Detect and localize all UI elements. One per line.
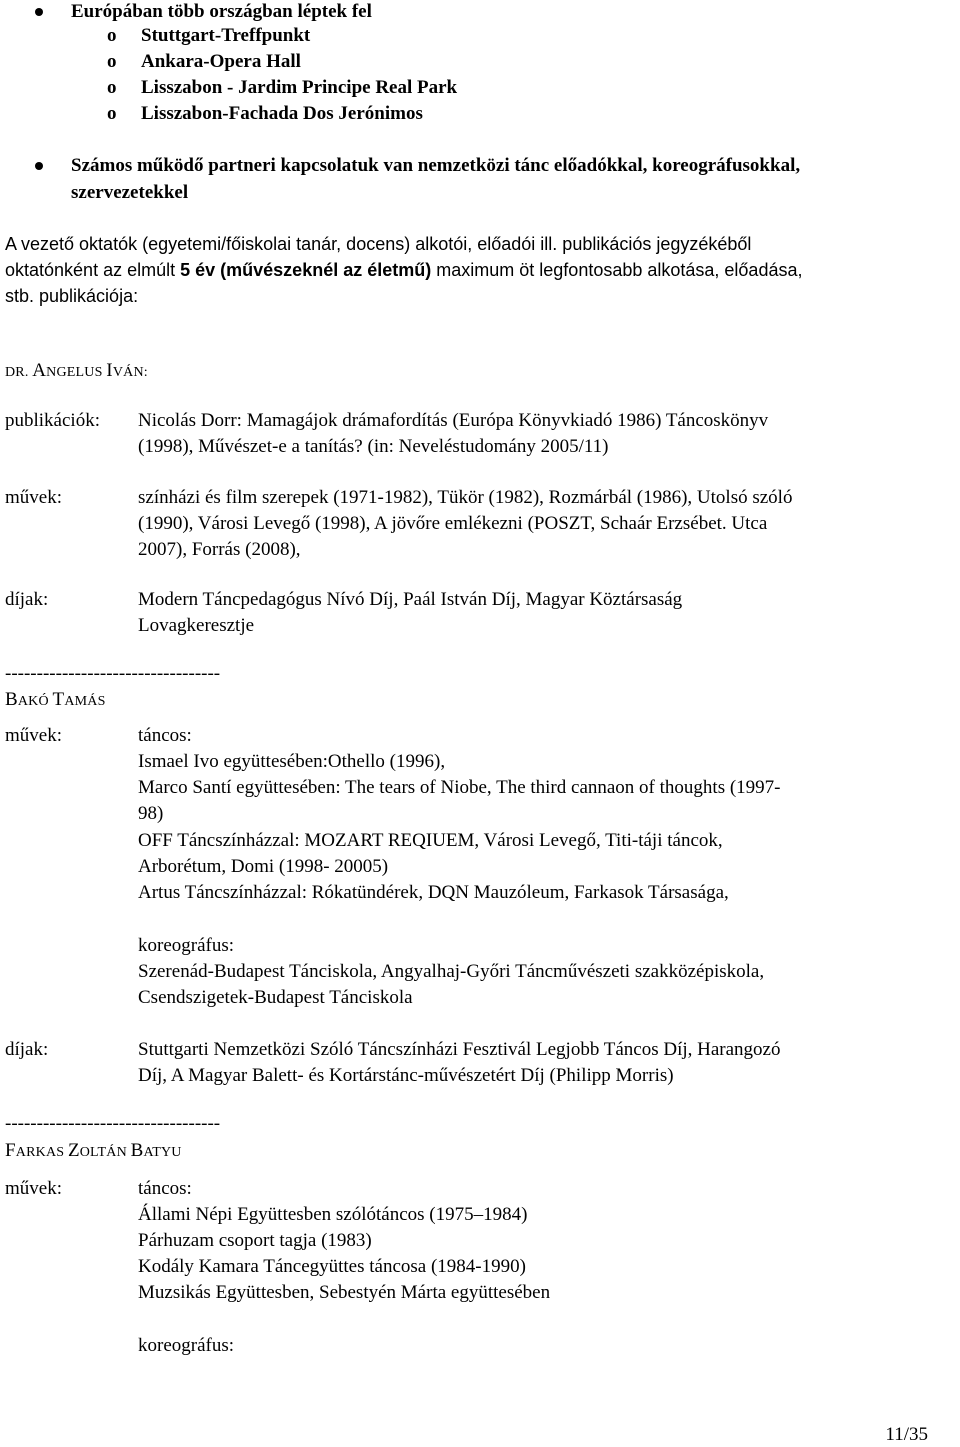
dancer-line: Arborétum, Domi (1998- 20005) xyxy=(138,856,389,877)
works-label: művek: xyxy=(5,487,62,508)
dancer-line: OFF Táncszínházzal: MOZART REQIUEM, Városi Levegő, Titi-táji táncok, xyxy=(138,830,723,851)
choreographer-line: Szerenád-Budapest Tánciskola, Angyalhaj-Győri Táncművészeti szakközépiskola, xyxy=(138,961,765,982)
choreographer-line: Csendszigetek-Budapest Tánciskola xyxy=(138,987,413,1008)
publications-label: publikációk: xyxy=(5,410,100,431)
requirement-line xyxy=(5,258,802,282)
page-number: 11/35 xyxy=(885,1424,928,1445)
works-line: (1990), Városi Levegő (1998), A jövőre emlékezni (POSZT, Schaár Erzsébet. Utca xyxy=(138,513,768,534)
sub-item: Stuttgart-Treffpunkt xyxy=(141,25,311,46)
choreographer-label: koreográfus: xyxy=(138,935,235,956)
sub-marker: o xyxy=(107,77,117,98)
separator: ---------------------------------- xyxy=(5,663,221,684)
separator: ---------------------------------- xyxy=(5,1113,221,1134)
bullet-title: Európában több országban léptek fel xyxy=(71,1,372,22)
works-label: művek: xyxy=(5,725,62,746)
sub-marker: o xyxy=(107,25,117,46)
awards-line: Modern Táncpedagógus Nívó Díj, Paál István Díj, Magyar Köztársaság xyxy=(138,589,683,610)
awards-label: díjak: xyxy=(5,589,49,610)
bullet-text: szervezetekkel xyxy=(71,182,189,203)
sub-item: Lisszabon-Fachada Dos Jerónimos xyxy=(141,103,423,124)
dancer-line: Párhuzam csoport tagja (1983) xyxy=(138,1230,372,1251)
dancer-line: Kodály Kamara Táncegyüttes táncosa (1984-1990) xyxy=(138,1256,526,1277)
person-name: BAKÓ TAMÁS xyxy=(5,689,106,710)
bullet-dot xyxy=(35,8,43,16)
works-line: színházi és film szerepek (1971-1982), Tükör (1982), Rozmárbál (1986), Utolsó szóló xyxy=(138,487,793,508)
requirement-line: A vezető oktatók (egyetemi/főiskolai tanár, docens) alkotói, előadói ill. publikációs jegyzékéből xyxy=(5,234,752,254)
awards-line: Stuttgarti Nemzetközi Szóló Táncszínházi Fesztivál Legjobb Táncos Díj, Harangozó xyxy=(138,1039,781,1060)
requirement-text: oktatónként az elmúlt xyxy=(5,260,176,280)
awards-line: Lovagkeresztje xyxy=(138,615,255,636)
sub-marker: o xyxy=(107,51,117,72)
dancer-line: Állami Népi Együttesben szólótáncos (1975–1984) xyxy=(138,1204,528,1225)
awards-line: Díj, A Magyar Balett- és Kortárstánc-művészetért Díj (Philipp Morris) xyxy=(138,1065,674,1086)
person-name: DR. ANGELUS IVÁN: xyxy=(5,360,148,381)
dancer-line: Muzsikás Együttesben, Sebestyén Márta együttesében xyxy=(138,1282,551,1303)
works-label: művek: xyxy=(5,1178,62,1199)
requirement-text: maximum öt legfontosabb alkotása, előadása, xyxy=(436,260,803,280)
publications-line: Nicolás Dorr: Mamagájok drámafordítás (Európa Könyvkiadó 1986) Táncoskönyv xyxy=(138,410,769,431)
person-name: FARKAS ZOLTÁN BATYU xyxy=(5,1140,182,1161)
sub-item: Lisszabon - Jardim Principe Real Park xyxy=(141,77,458,98)
dancer-line: Artus Táncszínházzal: Rókatündérek, DQN Mauzóleum, Farkasok Társasága, xyxy=(138,882,729,903)
sub-marker: o xyxy=(107,103,117,124)
requirement-line: stb. publikációja: xyxy=(5,286,139,306)
sub-item: Ankara-Opera Hall xyxy=(141,51,301,72)
dancer-line: Ismael Ivo együttesében:Othello (1996), xyxy=(138,751,446,772)
awards-label: díjak: xyxy=(5,1039,49,1060)
dancer-line: Marco Santí együttesében: The tears of Niobe, The third cannaon of thoughts (1997- xyxy=(138,777,781,798)
works-line: 2007), Forrás (2008), xyxy=(138,539,301,560)
choreographer-label: koreográfus: xyxy=(138,1335,235,1356)
bullet-text: Számos működő partneri kapcsolatuk van nemzetközi tánc előadókkal, koreográfusokkal, xyxy=(71,155,801,176)
bullet-dot xyxy=(35,162,43,170)
dancer-line: 98) xyxy=(138,803,164,824)
requirement-emphasis: 5 év (művészeknél az életmű) xyxy=(180,260,432,280)
publications-line: (1998), Művészet-e a tanítás? (in: Neveléstudomány 2005/11) xyxy=(138,436,609,457)
dancer-label: táncos: xyxy=(138,725,192,746)
dancer-label: táncos: xyxy=(138,1178,192,1199)
